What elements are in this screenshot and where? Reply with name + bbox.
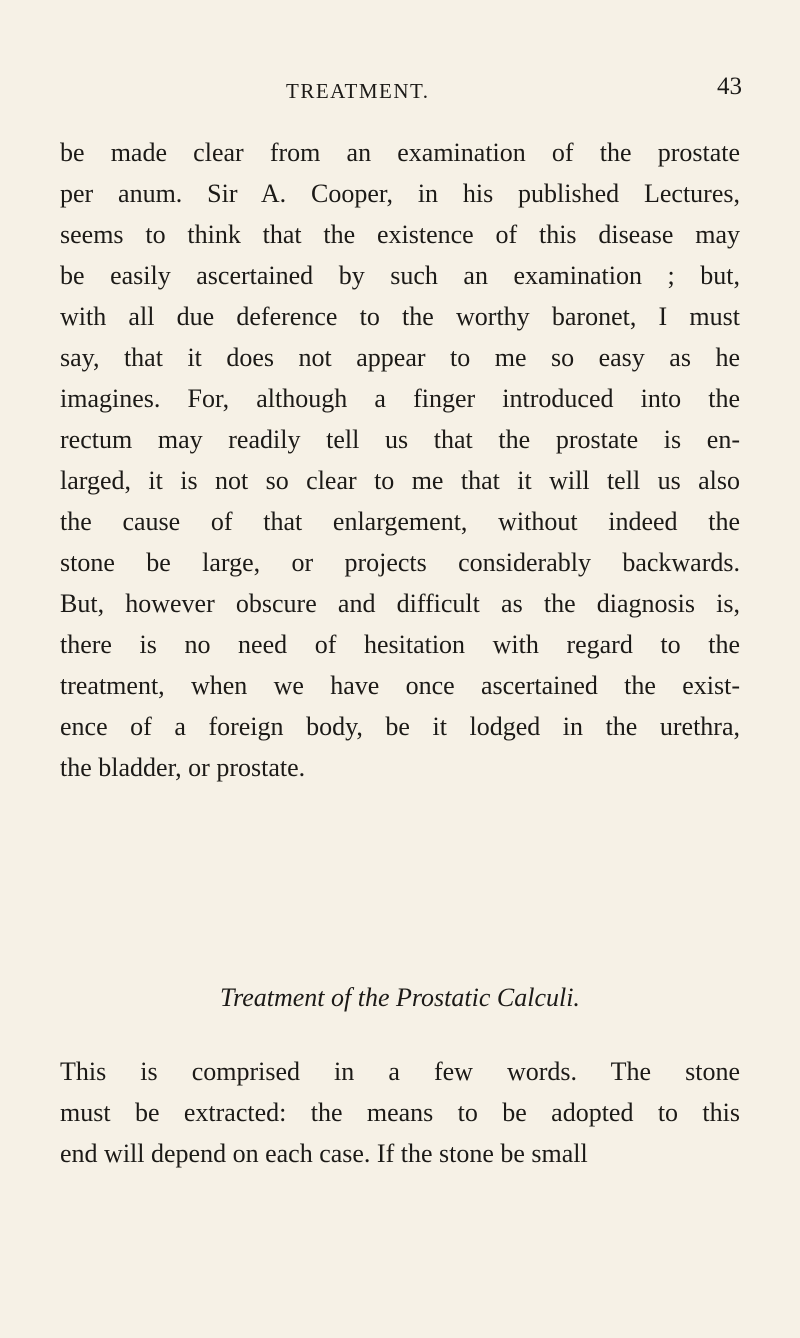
text-line: rectum may readily tell us that the prostate is en- — [60, 425, 740, 454]
text-line: But, however obscure and difficult as the diagnosis is, — [60, 589, 740, 618]
text-line: stone be large, or projects considerably backwards. — [60, 548, 740, 577]
text-line: end will depend on each case. If the stone be small — [60, 1139, 588, 1168]
text-line: there is no need of hesitation with regard to the — [60, 630, 740, 659]
text-line: This is comprised in a few words. The stone — [60, 1057, 740, 1086]
text-line: per anum. Sir A. Cooper, in his published Lectures, — [60, 179, 740, 208]
text-line: the cause of that enlargement, without indeed the — [60, 507, 740, 536]
text-line: the bladder, or prostate. — [60, 753, 306, 782]
text-line: must be extracted: the means to be adopted to this — [60, 1098, 740, 1127]
text-line: larged, it is not so clear to me that it will tell us also — [60, 466, 740, 495]
text-line: treatment, when we have once ascertained the exist- — [60, 671, 740, 700]
text-line: be easily ascertained by such an examination ; but, — [60, 261, 740, 290]
running-head — [0, 73, 800, 106]
paragraph-1 — [60, 132, 740, 788]
text-line: imagines. For, although a finger introduced into the — [60, 384, 740, 413]
text-line: be made clear from an examination of the prostate — [60, 138, 740, 167]
text-line: seems to think that the existence of this disease may — [60, 220, 740, 249]
section-heading: Treatment of the Prostatic Calculi. — [220, 983, 580, 1012]
running-head-title: TREATMENT. — [286, 79, 430, 103]
paragraph-2 — [60, 1051, 740, 1174]
page-number: 43 — [717, 73, 742, 100]
text-line: with all due deference to the worthy baronet, I must — [60, 302, 740, 331]
text-line: say, that it does not appear to me so easy as he — [60, 343, 740, 372]
text-line: ence of a foreign body, be it lodged in the urethra, — [60, 712, 740, 741]
